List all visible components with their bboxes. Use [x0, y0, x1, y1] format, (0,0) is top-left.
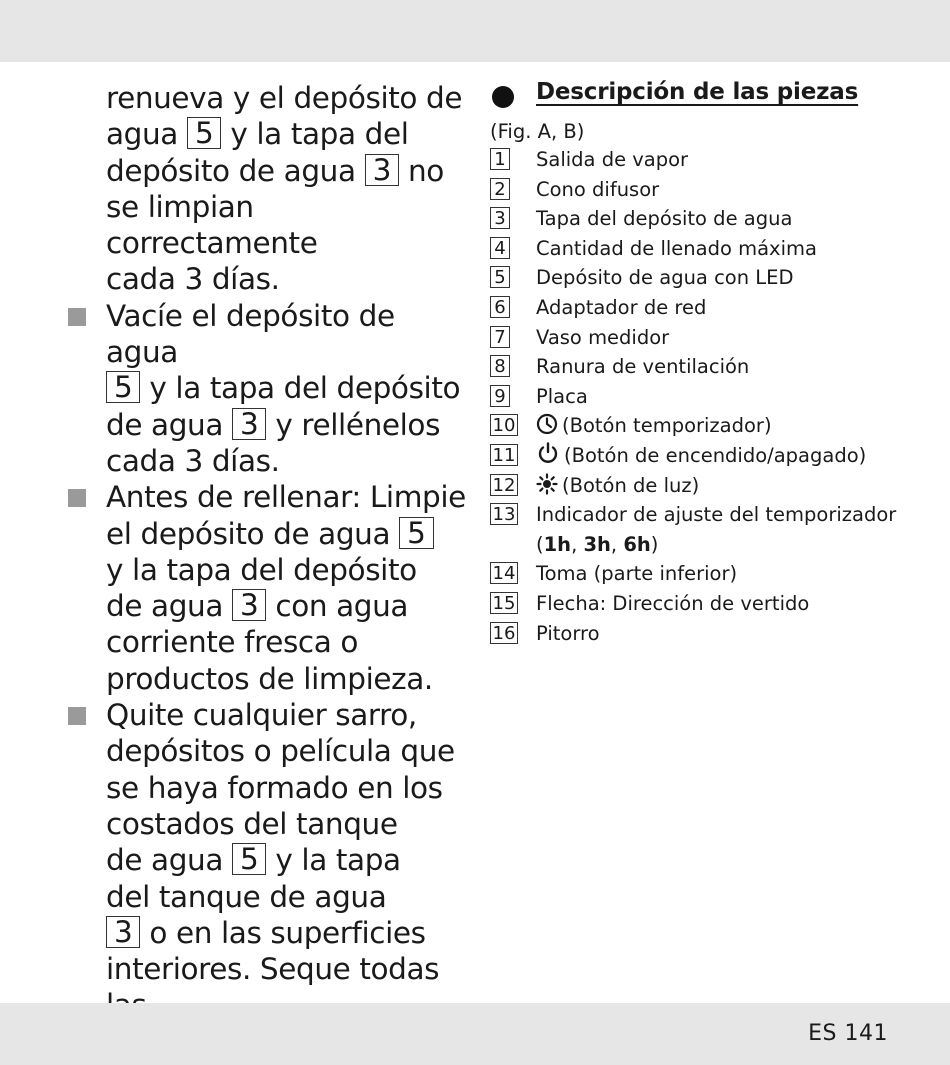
part-number-box: 14 — [490, 562, 518, 584]
text-line: Antes de rellenar: Limpie — [106, 480, 466, 515]
text-line: el depósito de agua — [106, 516, 391, 551]
part-ref-box: 3 — [106, 916, 140, 948]
part-ref-box: 5 — [399, 517, 433, 549]
part-ref-box: 3 — [232, 589, 266, 621]
list-item — [490, 293, 890, 323]
part-label: Placa — [536, 384, 588, 408]
text-line: cada 3 días. — [106, 443, 280, 478]
list-item — [490, 500, 897, 559]
part-ref-box: 5 — [187, 117, 221, 149]
bullet-dot-icon — [492, 86, 514, 108]
part-label: Ranura de ventilación — [536, 355, 750, 379]
text-line: agua — [106, 117, 178, 152]
paren-open: ( — [536, 532, 544, 556]
part-ref-box: 3 — [365, 154, 399, 186]
text-line: depósitos o película que — [106, 734, 455, 769]
square-bullet-icon — [68, 707, 86, 725]
list-item — [490, 411, 890, 441]
text-line: del tanque de agua — [106, 879, 387, 914]
text-line: y rellénelos — [275, 407, 441, 442]
part-ref-box: 5 — [232, 843, 266, 875]
text-line: Quite cualquier sarro, — [106, 698, 417, 733]
part-label: (Botón de encendido/apagado) — [564, 443, 867, 467]
part-number-box: 11 — [490, 444, 518, 466]
list-item — [490, 559, 890, 589]
section-heading — [490, 79, 890, 115]
part-label: Indicador de ajuste del temporizador — [536, 503, 897, 527]
part-label: Salida de vapor — [536, 148, 689, 171]
text-line: productos de limpieza. — [106, 661, 433, 696]
list-item — [490, 323, 890, 353]
part-number-box: 10 — [490, 414, 518, 436]
header-band — [0, 0, 950, 62]
intro-paragraph — [106, 80, 466, 298]
text-line: de agua — [106, 589, 224, 624]
part-label: Cantidad de llenado máxima — [536, 236, 817, 260]
part-label: Cono difusor — [536, 177, 660, 201]
list-item — [490, 352, 890, 382]
list-item — [490, 619, 890, 649]
text-line: corriente fresca o — [106, 625, 359, 660]
section-heading-text: Descripción de las piezas — [536, 79, 859, 105]
part-label: Pitorro — [536, 621, 600, 645]
text-line: se limpian correctamente — [106, 189, 318, 261]
part-number-box: 13 — [490, 503, 518, 525]
timer-settings-line — [536, 530, 890, 560]
separator: , — [571, 532, 584, 556]
text-line: de agua — [106, 407, 224, 442]
part-number-box: 4 — [490, 237, 510, 259]
square-bullet-icon — [68, 489, 86, 507]
text-line: renueva y el depósito de — [106, 81, 463, 115]
text-line: y la tapa — [275, 843, 401, 878]
part-label: Toma (parte inferior) — [536, 562, 738, 586]
part-number-box: 2 — [490, 178, 510, 200]
list-item — [490, 441, 890, 471]
sun-icon — [536, 473, 558, 504]
text-line: y la tapa del — [230, 117, 409, 152]
part-label: Tapa del depósito de agua — [536, 207, 793, 231]
text-line: depósito de agua — [106, 153, 356, 188]
text-line: cada 3 días. — [106, 262, 280, 297]
part-number-box: 8 — [490, 355, 510, 377]
part-label: Depósito de agua con LED — [536, 266, 794, 290]
text-line: y la tapa del depósito — [106, 552, 417, 587]
part-number-box: 7 — [490, 326, 510, 348]
paren-close: ) — [650, 532, 659, 556]
separator: , — [610, 532, 624, 556]
list-item — [490, 589, 890, 619]
bullet-item-before-refill — [106, 479, 466, 697]
part-label: Vaso medidor — [536, 325, 670, 349]
part-number-box: 5 — [490, 266, 510, 288]
part-number-box: 12 — [490, 474, 518, 496]
timer-option-1h: 1h — [543, 532, 572, 556]
part-ref-box: 5 — [106, 371, 140, 403]
text-line: o en las superficies — [149, 915, 426, 950]
list-item — [490, 204, 890, 234]
timer-option-3h: 3h — [583, 532, 611, 556]
part-number-box: 9 — [490, 385, 510, 407]
list-item — [490, 471, 890, 501]
page-number: ES 141 — [808, 1021, 888, 1046]
parts-description — [490, 79, 897, 648]
text-line: no — [407, 153, 444, 188]
part-label: Adaptador de red — [536, 295, 707, 319]
part-number-box: 16 — [490, 622, 518, 644]
square-bullet-icon — [68, 308, 86, 326]
clock-icon — [536, 413, 558, 444]
part-ref-box: 3 — [232, 408, 266, 440]
text-line: Vacíe el depósito de agua — [106, 298, 395, 370]
part-label: (Botón temporizador) — [562, 414, 772, 438]
list-item — [490, 175, 890, 205]
parts-list — [490, 145, 897, 648]
part-label: (Botón de luz) — [562, 473, 700, 497]
list-item — [490, 234, 890, 264]
part-number-box: 15 — [490, 592, 518, 614]
list-item — [490, 263, 890, 293]
part-number-box: 1 — [490, 148, 510, 170]
bullet-item-empty-tank — [106, 298, 466, 479]
text-line: con agua — [275, 589, 409, 624]
timer-option-6h: 6h — [623, 532, 651, 556]
part-number-box: 6 — [490, 296, 510, 318]
text-line: de agua — [106, 843, 224, 878]
part-number-box: 3 — [490, 207, 510, 229]
text-line: se haya formado en los — [106, 770, 443, 805]
text-line: costados del tanque — [106, 806, 398, 841]
text-line: interiores. Seque todas — [106, 952, 440, 987]
figure-reference: (Fig. A, B) — [490, 120, 585, 143]
left-column — [106, 80, 466, 1060]
part-label: Flecha: Dirección de vertido — [536, 591, 810, 615]
list-item — [490, 145, 890, 175]
list-item — [490, 382, 890, 412]
power-icon — [536, 441, 560, 474]
text-line: y la tapa del depósito — [149, 371, 461, 406]
